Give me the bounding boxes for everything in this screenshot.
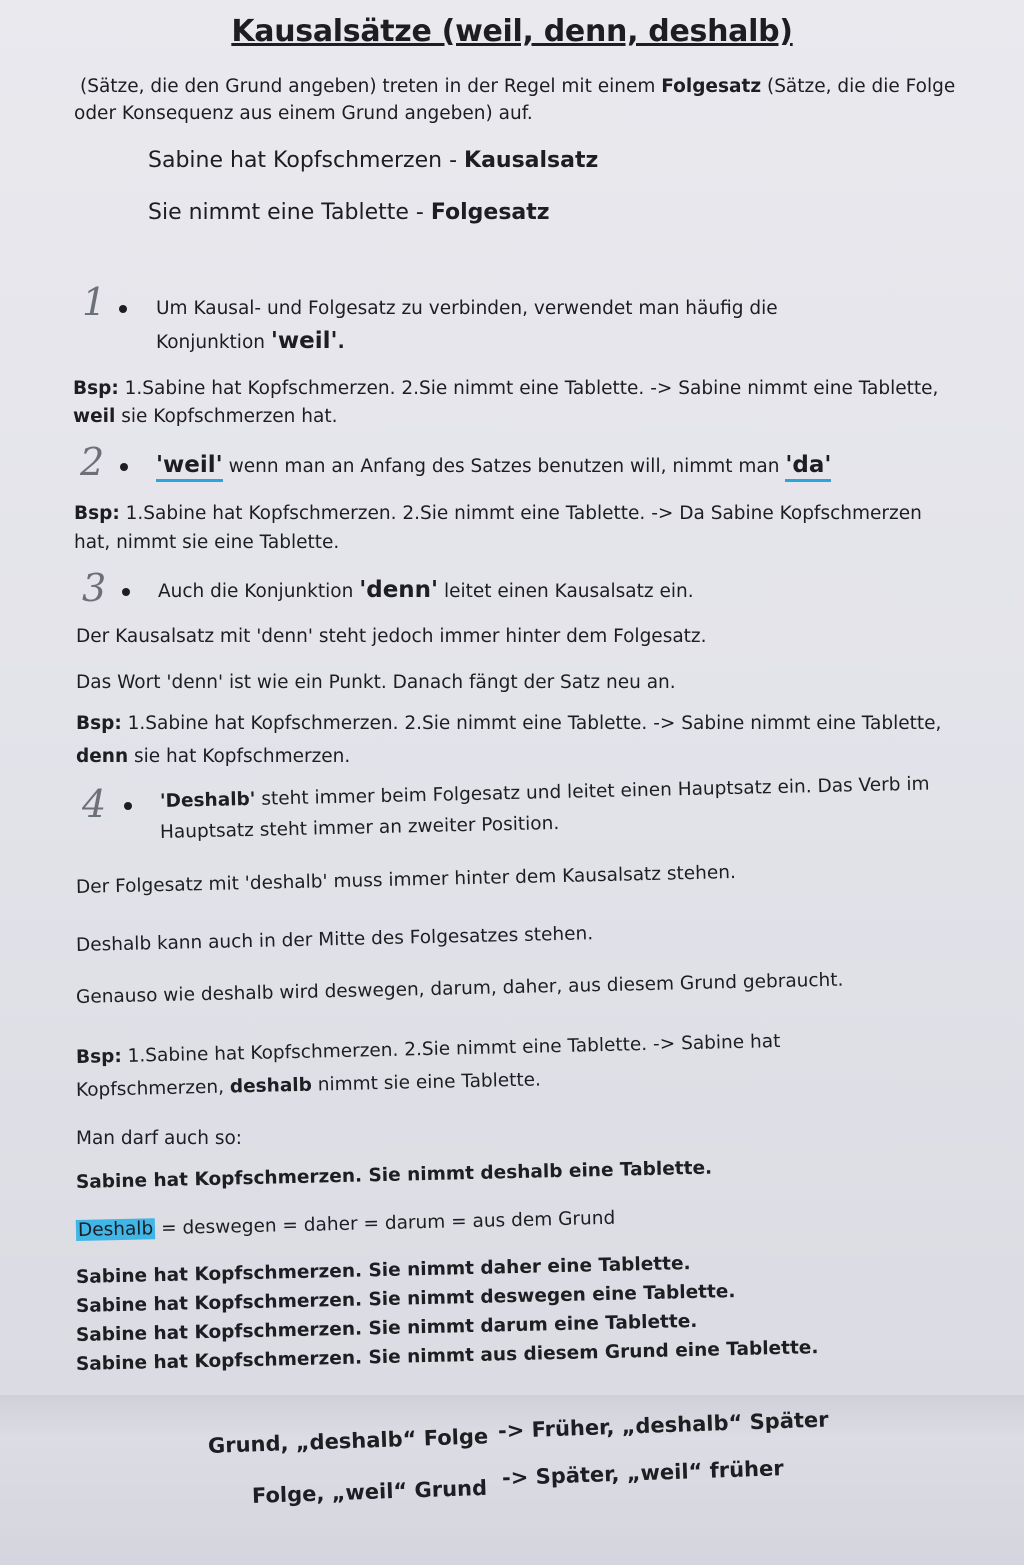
section2-example-line-1: Bsp: 1.Sabine hat Kopfschmerzen. 2.Sie nimmt eine Tablette. -> Da Sabine Kopfschmerzen <box>74 503 922 524</box>
section4-example-line-2: Kopfschmerzen, deshalb nimmt sie eine Tablette. <box>75 1069 542 1101</box>
section4-line-1: 'Deshalb' steht immer beim Folgesatz und leitet einen Hauptsatz ein. Das Verb im <box>159 773 930 812</box>
section3-example-line-1: Bsp: 1.Sabine hat Kopfschmerzen. 2.Sie nimmt eine Tablette. -> Sabine nimmt eine Tablette, <box>76 713 942 734</box>
highlighted-deshalb: Deshalb <box>77 1218 154 1241</box>
section2-line: 'weil' wenn man an Anfang des Satzes benutzen will, nimmt man 'da' <box>156 452 831 480</box>
synonym-example-1: Sabine hat Kopfschmerzen. Sie nimmt daher eine Tablette. <box>75 1253 691 1288</box>
summary-row-1-right: -> Früher, „deshalb“ Später <box>497 1407 829 1443</box>
section3-line-2: Der Kausalsatz mit 'denn' steht jedoch immer hinter dem Folgesatz. <box>76 626 707 647</box>
section4-example-deshalb: Sabine hat Kopfschmerzen. Sie nimmt deshalb eine Tablette. <box>75 1157 713 1193</box>
intro-line-1: (Sätze, die den Grund angeben) treten in der Regel mit einem Folgesatz (Sätze, die die Folge <box>80 76 956 97</box>
handwritten-number-1: 1 <box>82 280 107 324</box>
synonym-example-2: Sabine hat Kopfschmerzen. Sie nimmt deswegen eine Tablette. <box>75 1281 736 1317</box>
section1-example-line-2: weil sie Kopfschmerzen hat. <box>73 406 338 427</box>
section1-example-line-1: Bsp: 1.Sabine hat Kopfschmerzen. 2.Sie nimmt eine Tablette. -> Sabine nimmt eine Tablette, <box>73 378 939 399</box>
bullet-dot <box>120 463 128 471</box>
summary-row-2-right: -> Später, „weil“ früher <box>501 1456 784 1490</box>
handwritten-number-4: 4 <box>82 782 107 826</box>
handwritten-number-3: 3 <box>82 566 107 610</box>
synonym-example-3: Sabine hat Kopfschmerzen. Sie nimmt darum eine Tablette. <box>75 1310 698 1346</box>
synonym-line: Deshalb = deswegen = daher = darum = aus dem Grund <box>77 1207 616 1241</box>
section1-line-2: Konjunktion 'weil'. <box>156 328 345 354</box>
section1-line-1: Um Kausal- und Folgesatz zu verbinden, verwendet man häufig die <box>156 298 778 319</box>
handwritten-number-2: 2 <box>80 440 105 484</box>
bullet-dot <box>122 588 130 596</box>
summary-row-1-left: Grund, „deshalb“ Folge <box>207 1424 489 1458</box>
section3-example-line-2: denn sie hat Kopfschmerzen. <box>76 746 351 767</box>
section4-also-label: Man darf auch so: <box>76 1128 243 1149</box>
example-kausalsatz: Sabine hat Kopfschmerzen - Kausalsatz <box>148 148 599 173</box>
section4-line-2: Hauptsatz steht immer an zweiter Position. <box>159 812 560 843</box>
section3-line-1: Auch die Konjunktion 'denn' leitet einen Kausalsatz ein. <box>158 577 694 603</box>
summary-row-2-left: Folge, „weil“ Grund <box>251 1475 488 1508</box>
example-folgesatz: Sie nimmt eine Tablette - Folgesatz <box>148 200 550 225</box>
synonym-example-4: Sabine hat Kopfschmerzen. Sie nimmt aus diesem Grund eine Tablette. <box>75 1337 819 1375</box>
bullet-dot <box>119 305 127 313</box>
section3-line-3: Das Wort 'denn' ist wie ein Punkt. Danach fängt der Satz neu an. <box>76 672 676 693</box>
section4-line-3: Der Folgesatz mit 'deshalb' muss immer hinter dem Kausalsatz stehen. <box>75 862 737 898</box>
section4-example-line-1: Bsp: 1.Sabine hat Kopfschmerzen. 2.Sie nimmt eine Tablette. -> Sabine hat <box>75 1031 781 1068</box>
section4-line-4: Deshalb kann auch in der Mitte des Folgesatzes stehen. <box>75 923 594 956</box>
section4-line-5: Genauso wie deshalb wird deswegen, darum, daher, aus diesem Grund gebraucht. <box>75 969 844 1008</box>
page-title: Kausalsätze (weil, denn, deshalb) <box>231 14 793 49</box>
section2-example-line-2: hat, nimmt sie eine Tablette. <box>74 532 340 553</box>
bullet-dot <box>124 802 132 810</box>
intro-line-2: oder Konsequenz aus einem Grund angeben) auf. <box>74 103 533 124</box>
